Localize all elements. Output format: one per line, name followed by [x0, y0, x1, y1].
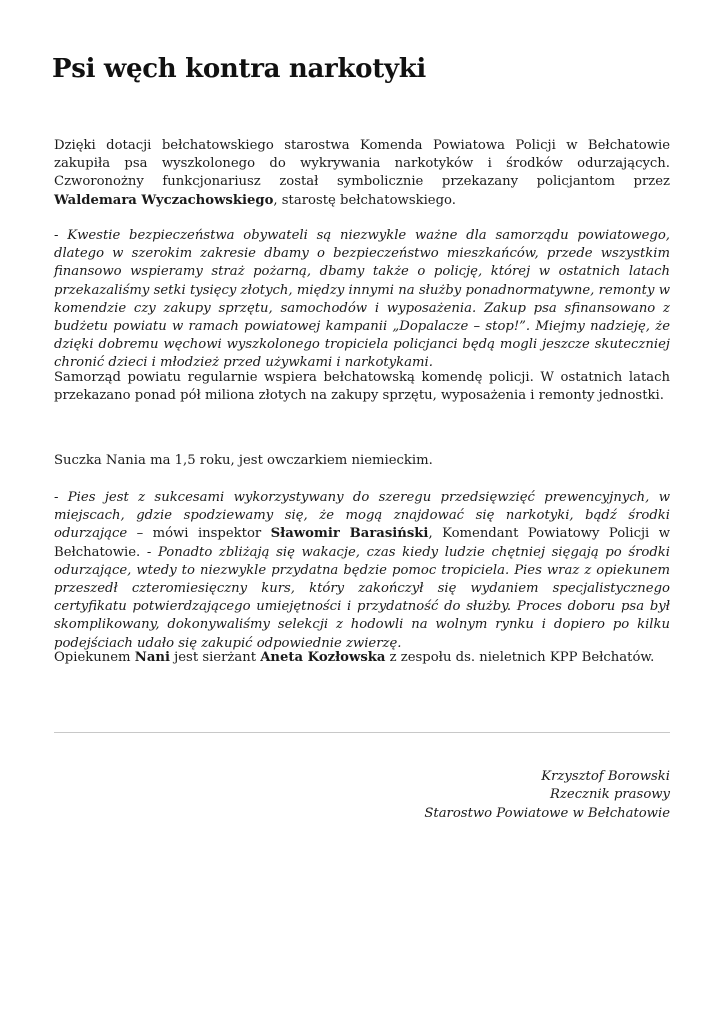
- paragraph-quote-starosta: - Kwestie bezpieczeństwa obywateli są niezwykle ważne dla samorządu powiatowego, dlatego w szerokim zakresie dbamy o bezpieczeństwo mieszkańców, przede wszystkim finansowo wspieramy straż pożarną, dbamy także o policję, której w ostatnich latach przekazaliśmy setki tysięcy złotych, między innymi na służby ponadnormatywne, remonty w komendzie czy zakupy sprzętu, samochodów i wyposażenia. Zakup psa sfinansowano z budżetu powiatu w ramach powiatowej kampanii „Dopalacze – stop!”. Miejmy nadzieję, że dzięki dobremu węchowi wyszkolonego tropiciela policjanci będą mogli jeszcze skuteczniej chronić dzieci i młodzież przed używkami i narkotykami.: [54, 228, 670, 371]
- intro-text-end: , starostę bełchatowskiego.: [273, 192, 456, 208]
- handler-text-2: jest sierżant: [169, 650, 261, 665]
- signature-role: Rzecznik prasowy: [550, 787, 670, 803]
- signature-org: Starostwo Powiatowe w Bełchatowie: [424, 805, 670, 821]
- signature-name: Krzysztof Borowski: [541, 769, 670, 784]
- paragraph-funding: Samorząd powiatu regularnie wspiera bełchatowską komendę policji. W ostatnich latach przekazano ponad pół miliona złotych na zakupy sprzętu, wyposażenia i remonty jednostki.: [54, 370, 670, 404]
- quote-attribution: – mówi inspektor: [127, 526, 271, 542]
- intro-text: Dzięki dotacji bełchatowskiego starostwa Komenda Powiatowa Policji w Bełchatowie zakupiła psa wyszkolonego do wykrywania narkotyków i środków odurzających. Czworonożny funkcjonariusz został symbolicznie przekazany policjantom przez: [54, 138, 670, 190]
- signature-block: [270, 768, 670, 823]
- divider: [54, 732, 670, 733]
- paragraph-dog-info: Suczka Nania ma 1,5 roku, jest owczarkiem niemieckim.: [54, 453, 433, 468]
- quote-part-1: - Pies jest z sukcesami wykorzystywany do szeregu przedsięwzięć prewencyjnych, w miejscach, gdzie spodziewamy się, że mogą znajdować się narkotyki, bądź środki odurzające: [54, 490, 670, 542]
- handler-text-3: z zespołu ds. nieletnich KPP Bełchatów.: [385, 650, 655, 665]
- commander-name: Sławomir Barasiński: [270, 526, 429, 542]
- dog-name: Nani: [134, 650, 170, 665]
- starosta-name: Waldemara Wyczachowskiego: [54, 192, 274, 208]
- article-title: Psi węch kontra narkotyki: [52, 54, 427, 84]
- handler-name: Aneta Kozłowska: [260, 650, 386, 665]
- paragraph-quote-commander: [54, 489, 670, 653]
- commander-role: , Komendant Powiatowy Policji w Bełchatowie.: [54, 526, 670, 560]
- quote-part-2: - Ponadto zbliżają się wakacje, czas kiedy ludzie chętniej sięgają po środki odurzające, wtedy to niezwykle przydatna będzie pomoc tropiciela. Pies wraz z opiekunem przeszedł czteromiesięczny kurs, który zakończył się wydaniem specjalistycznego certyfikatu potwierdzającego umiejętności i przydatność do służby. Proces doboru psa był skomplikowany, dokonywaliśmy selekcji z hodowli na wolnym rynku i dopiero po kilku podejściach udało się zakupić odpowiednie zwierzę.: [54, 544, 670, 651]
- paragraph-handler: [54, 649, 670, 667]
- handler-text-1: Opiekunem: [54, 650, 135, 665]
- paragraph-intro: [54, 137, 670, 210]
